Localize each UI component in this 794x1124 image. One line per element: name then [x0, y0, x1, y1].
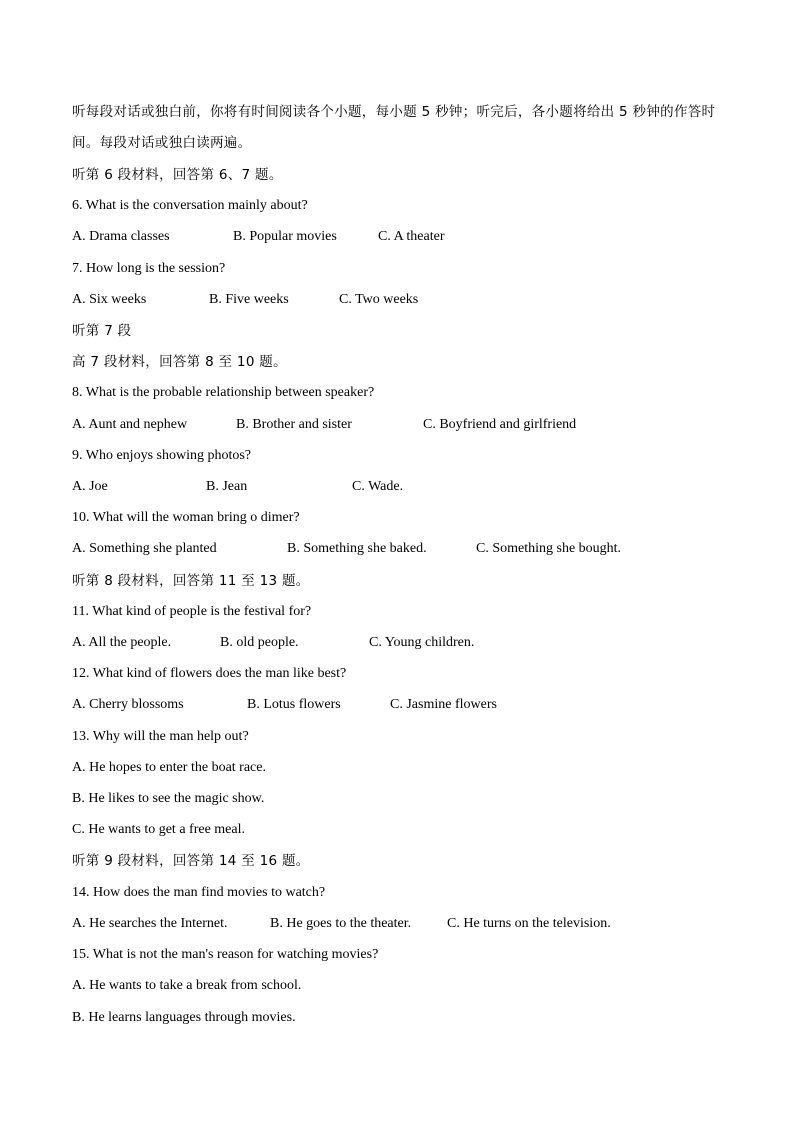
q13-option-a[interactable]: A. He hopes to enter the boat race.	[72, 760, 266, 775]
q6-option-b[interactable]: B. Popular movies	[233, 229, 337, 244]
q12-option-a[interactable]: A. Cherry blossoms	[72, 697, 184, 712]
q7-option-a[interactable]: A. Six weeks	[72, 292, 147, 307]
q14-option-c[interactable]: C. He turns on the television.	[447, 916, 611, 931]
q9-option-a[interactable]: A. Joe	[72, 479, 108, 494]
q12-option-b[interactable]: B. Lotus flowers	[247, 697, 341, 712]
q8-option-b[interactable]: B. Brother and sister	[236, 417, 352, 432]
question-15: 15. What is not the man's reason for watching movies?	[72, 947, 379, 962]
q14-option-b[interactable]: B. He goes to the theater.	[270, 916, 412, 931]
q11-option-c[interactable]: C. Young children.	[369, 635, 475, 650]
q11-option-a[interactable]: A. All the people.	[72, 635, 172, 650]
intro-line-1: 听每段对话或独白前，你将有时间阅读各个小题，每小题 5 秒钟；听完后，各小题将给出 5 秒钟的作答时	[72, 104, 716, 120]
section-8-heading: 听第 8 段材料，回答第 11 至 13 题。	[72, 573, 310, 589]
q11-option-b[interactable]: B. old people.	[220, 635, 299, 650]
q10-option-a[interactable]: A. Something she planted	[72, 541, 217, 556]
question-7: 7. How long is the session?	[72, 261, 226, 276]
q6-option-a[interactable]: A. Drama classes	[72, 229, 170, 244]
q10-option-b[interactable]: B. Something she baked.	[287, 541, 427, 556]
section-6-heading: 听第 6 段材料，回答第 6、7 题。	[72, 167, 283, 183]
q12-option-c[interactable]: C. Jasmine flowers	[390, 697, 497, 712]
q6-option-c[interactable]: C. A theater	[378, 229, 445, 244]
q8-option-a[interactable]: A. Aunt and nephew	[72, 417, 188, 432]
question-13: 13. Why will the man help out?	[72, 729, 249, 744]
q15-option-b[interactable]: B. He learns languages through movies.	[72, 1010, 296, 1025]
question-11: 11. What kind of people is the festival for?	[72, 604, 312, 619]
q9-option-c[interactable]: C. Wade.	[352, 479, 404, 494]
question-6: 6. What is the conversation mainly about?	[72, 198, 308, 213]
q15-option-a[interactable]: A. He wants to take a break from school.	[72, 978, 302, 993]
question-14: 14. How does the man find movies to watch?	[72, 885, 326, 900]
question-8: 8. What is the probable relationship between speaker?	[72, 385, 375, 400]
section-9-heading: 听第 9 段材料，回答第 14 至 16 题。	[72, 853, 310, 869]
q10-option-c[interactable]: C. Something she bought.	[476, 541, 622, 556]
section-7-heading-b: 高 7 段材料，回答第 8 至 10 题。	[72, 354, 287, 370]
q13-option-c[interactable]: C. He wants to get a free meal.	[72, 822, 245, 837]
q8-option-c[interactable]: C. Boyfriend and girlfriend	[423, 417, 577, 432]
question-12: 12. What kind of flowers does the man like best?	[72, 666, 347, 681]
q7-option-b[interactable]: B. Five weeks	[209, 292, 289, 307]
q14-option-a[interactable]: A. He searches the Internet.	[72, 916, 228, 931]
q7-option-c[interactable]: C. Two weeks	[339, 292, 419, 307]
intro-line-2: 间。每段对话或独白读两遍。	[72, 135, 252, 151]
question-10: 10. What will the woman bring o dimer?	[72, 510, 300, 525]
q9-option-b[interactable]: B. Jean	[206, 479, 248, 494]
q13-option-b[interactable]: B. He likes to see the magic show.	[72, 791, 265, 806]
question-9: 9. Who enjoys showing photos?	[72, 448, 252, 463]
section-7-heading-a: 听第 7 段	[72, 323, 132, 339]
